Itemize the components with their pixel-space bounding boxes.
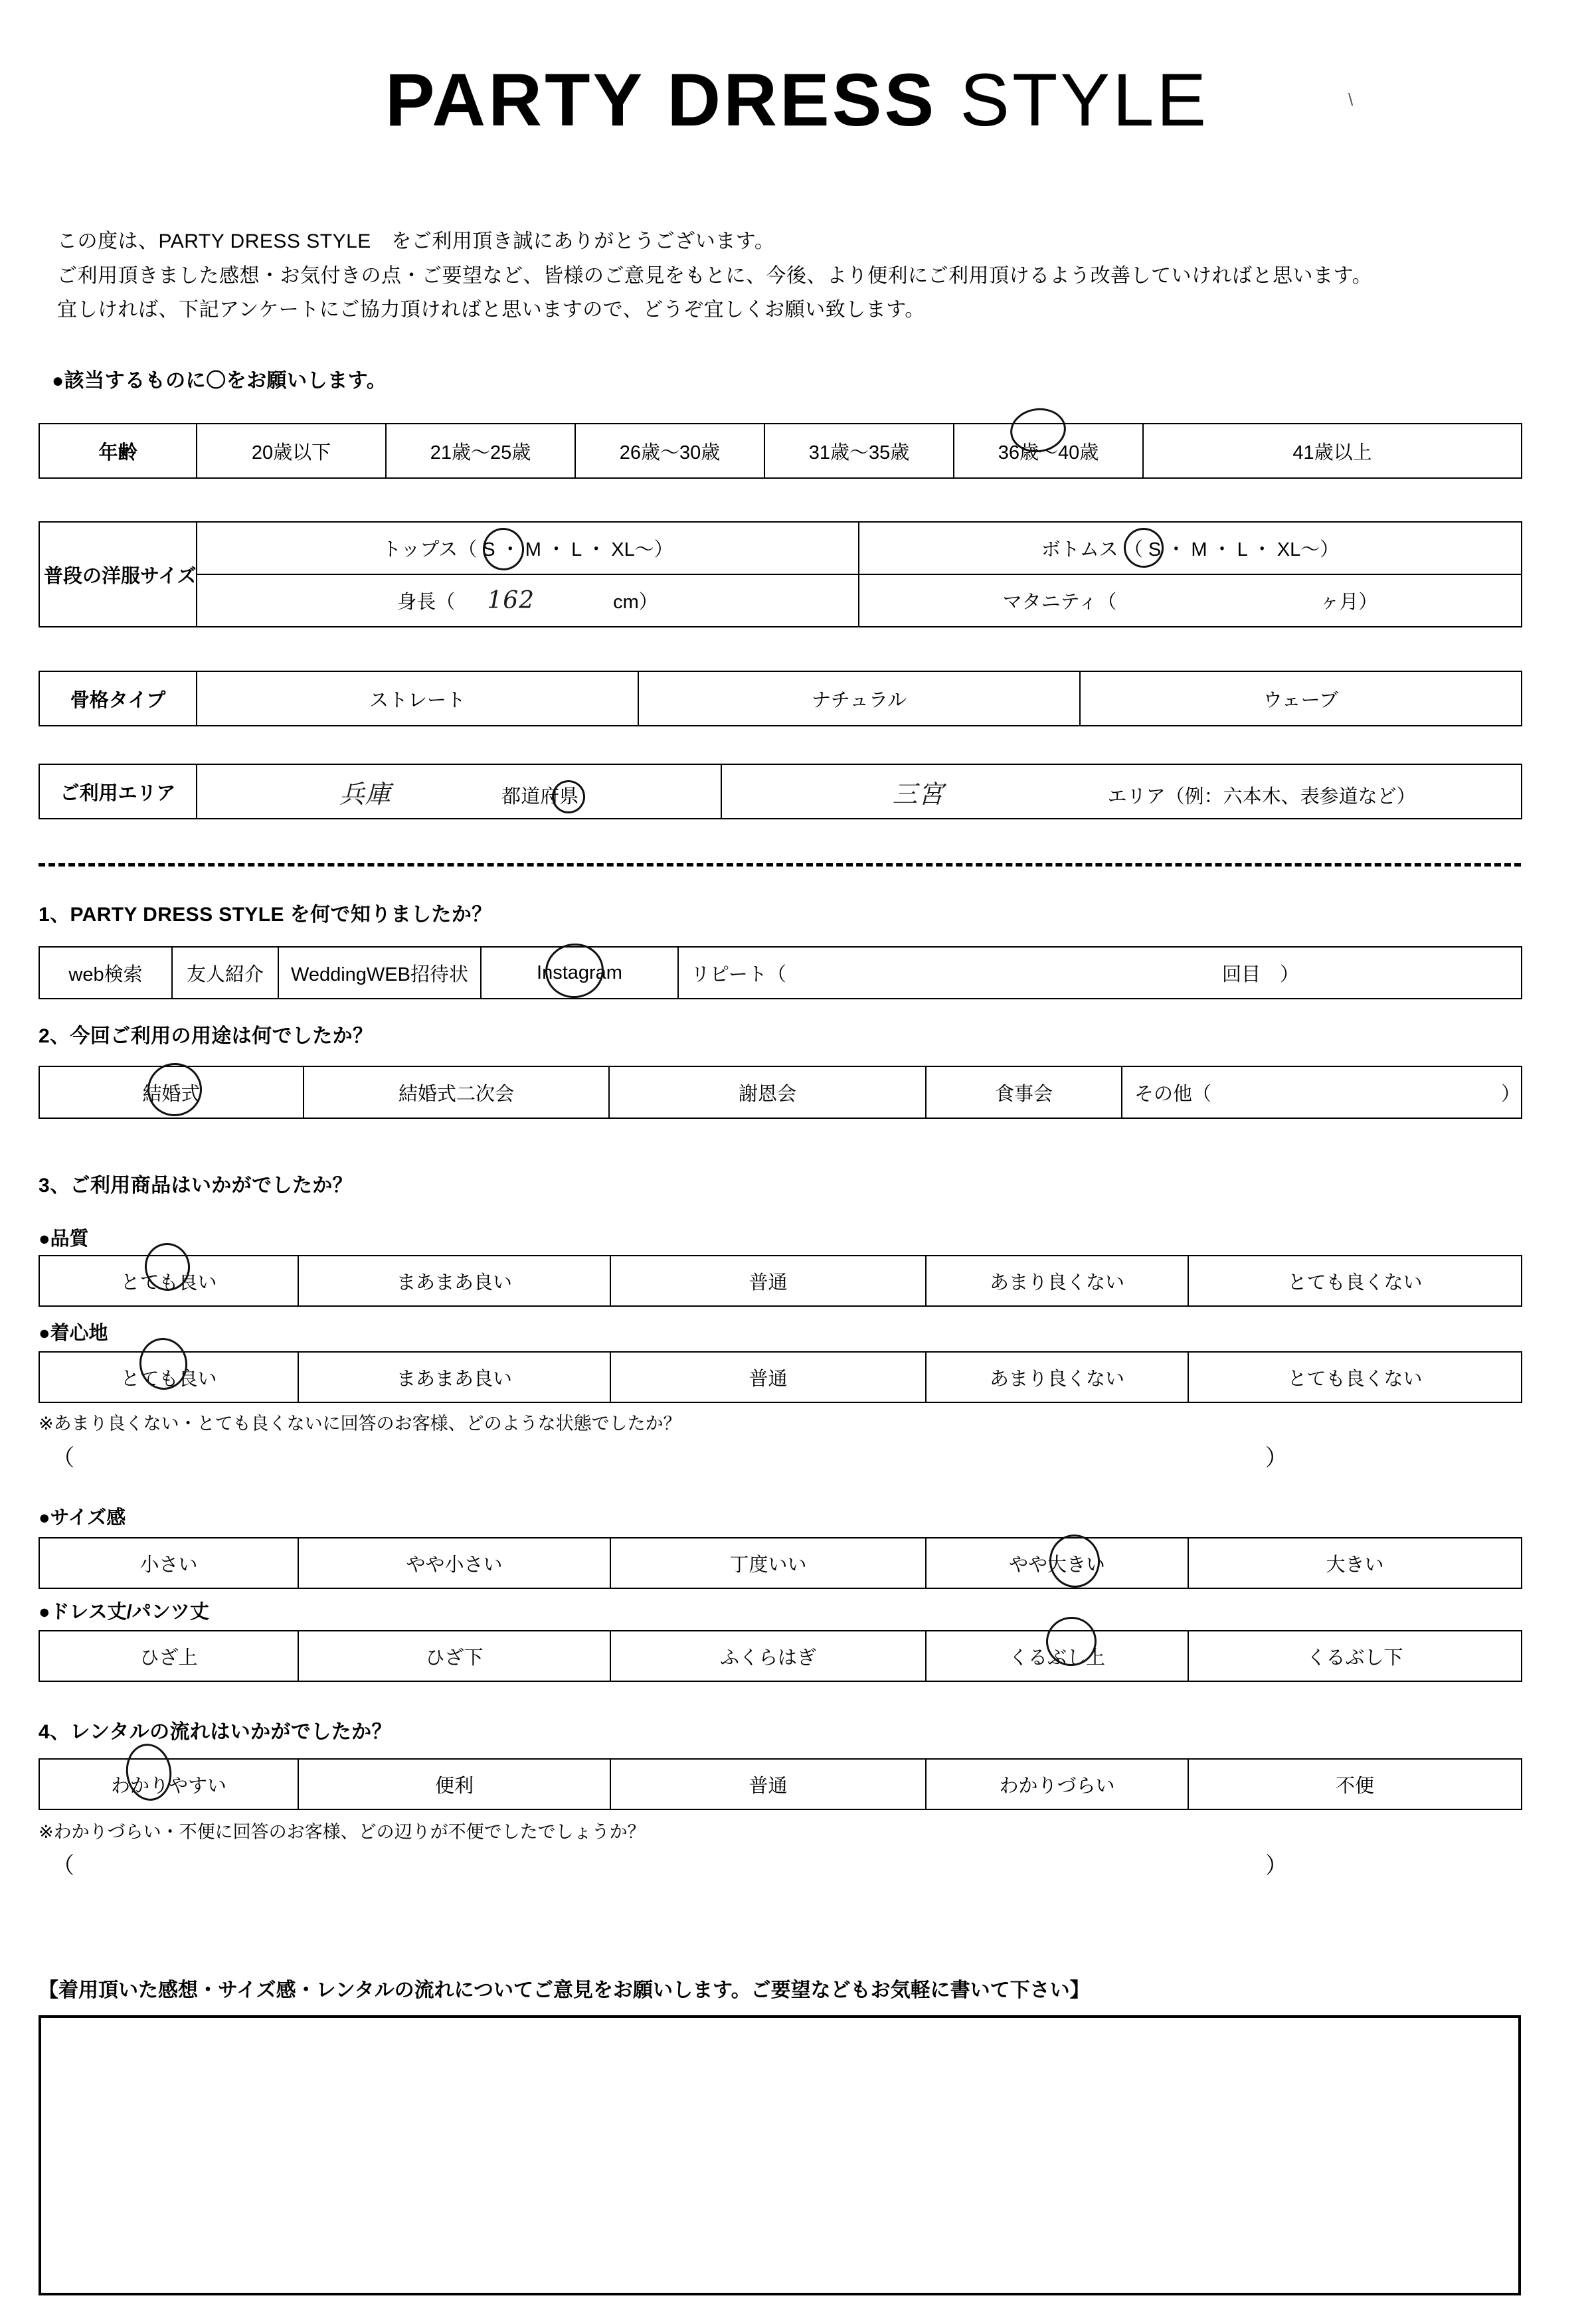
- q4-answer-open-paren: （: [52, 1853, 74, 1878]
- tops-prefix: トップス（ S ・: [382, 539, 525, 560]
- height-value: 162: [487, 587, 535, 614]
- comfort-option-1[interactable]: まあまあ良い: [298, 1352, 610, 1402]
- height-label-right: cm）: [613, 592, 658, 613]
- body-type-option-0[interactable]: ストレート: [197, 671, 638, 726]
- bottoms-suffix: ・ L ・ XL～）: [1207, 539, 1340, 560]
- q1-option-1[interactable]: 友人紹介: [172, 947, 278, 999]
- table-row: [39, 947, 1522, 999]
- question-1-heading: 1、PARTY DRESS STYLE を何で知りましたか？: [39, 904, 492, 926]
- age-option-0[interactable]: 20歳以下: [197, 424, 386, 478]
- free-comment-box[interactable]: [39, 2015, 1521, 2295]
- bottoms-prefix: ボトムス （ S ・: [1041, 539, 1192, 560]
- table-row: [39, 1256, 1522, 1306]
- prefecture-cell[interactable]: [197, 764, 721, 819]
- age-option-2[interactable]: 26歳～30歳: [575, 424, 764, 478]
- fit-option-3[interactable]: [926, 1538, 1188, 1588]
- area-value: 三宮: [892, 779, 944, 809]
- fit-option-1[interactable]: やや小さい: [298, 1538, 610, 1588]
- q4-table: [39, 1758, 1522, 1810]
- comfort-table: [39, 1351, 1522, 1403]
- age-table: [39, 423, 1522, 479]
- q4-option-3[interactable]: わかりづらい: [926, 1759, 1188, 1809]
- clothing-size-table: [39, 521, 1522, 627]
- q1-table: [39, 946, 1522, 999]
- corner-mark: \: [1348, 90, 1354, 110]
- table-row: [39, 671, 1522, 726]
- question-3-heading: 3、ご利用商品はいかがでしたか？: [39, 1175, 353, 1197]
- table-row: [39, 1538, 1522, 1588]
- table-row: [39, 1352, 1522, 1402]
- body-type-label: 骨格タイプ: [39, 671, 197, 726]
- bottoms-size-cell[interactable]: [859, 522, 1522, 574]
- q1-option-4[interactable]: [678, 947, 1522, 999]
- age-option-4-label: 36歳～40歳: [998, 442, 1099, 463]
- prefecture-value: 兵庫: [339, 779, 391, 809]
- q1-option-0[interactable]: web検索: [39, 947, 172, 999]
- age-option-4[interactable]: [954, 424, 1143, 478]
- quality-option-2[interactable]: 普通: [610, 1256, 926, 1306]
- table-row: [39, 764, 1522, 819]
- body-type-option-2[interactable]: ウェーブ: [1080, 671, 1522, 726]
- comfort-option-0[interactable]: [39, 1352, 298, 1402]
- length-option-2[interactable]: ふくらはぎ: [610, 1631, 926, 1681]
- prefecture-suffix: 都道府県: [501, 786, 579, 807]
- fit-option-3-label: やや大きい: [1008, 1554, 1105, 1576]
- prefecture-suffix-wrap: [501, 786, 578, 807]
- q4-option-2[interactable]: 普通: [610, 1759, 926, 1809]
- table-row: [39, 1631, 1522, 1681]
- length-option-3-label: くるぶし上: [1008, 1647, 1105, 1669]
- quality-option-1[interactable]: まあまあ良い: [298, 1256, 610, 1306]
- length-option-4[interactable]: くるぶし下: [1188, 1631, 1522, 1681]
- age-label: 年齢: [39, 424, 197, 478]
- page-title: [0, 58, 1594, 141]
- comfort-option-0-label: とても良い: [120, 1368, 217, 1390]
- table-row: [39, 1759, 1522, 1809]
- quality-option-0-label: とても良い: [120, 1272, 217, 1293]
- age-option-3[interactable]: 31歳～35歳: [764, 424, 954, 478]
- body-type-table: [39, 671, 1522, 726]
- brand-name-light: STYLE: [936, 58, 1209, 141]
- section-divider: [39, 863, 1521, 867]
- comfort-subheading: ●着心地: [39, 1323, 108, 1344]
- q2-option-3[interactable]: 食事会: [926, 1066, 1122, 1118]
- q4-option-0-label: わかりやすい: [110, 1775, 226, 1797]
- table-row: [39, 574, 1522, 627]
- tops-selected: M: [525, 539, 541, 560]
- area-table: [39, 764, 1522, 819]
- question-2-heading: 2、今回ご利用の用途は何でしたか？: [39, 1025, 373, 1047]
- q1-option-3-label: Instagram: [537, 961, 622, 983]
- length-option-3[interactable]: [926, 1631, 1188, 1681]
- comfort-followup-note: ※あまり良くない・とても良くないに回答のお客様、どのような状態でしたか？: [39, 1414, 681, 1434]
- fit-option-2[interactable]: 丁度いい: [610, 1538, 926, 1588]
- comfort-answer-close-paren: ）: [1265, 1446, 1288, 1471]
- maternity-cell[interactable]: [859, 574, 1522, 627]
- intro-paragraph: [57, 224, 1545, 327]
- table-row: [39, 424, 1522, 478]
- q2-option-4-label: その他（: [1134, 1083, 1212, 1105]
- comfort-answer-open-paren: （: [52, 1446, 74, 1471]
- intro-line-2: ご利用頂きました感想・お気付きの点・ご要望など、皆様のご意見をもとに、今後、より便利にご利用頂けるよう改善していければと思います。: [57, 264, 1373, 287]
- q1-repeat-suffix: 回目 ）: [1221, 963, 1299, 985]
- area-label: ご利用エリア: [39, 764, 197, 819]
- q2-option-4[interactable]: [1122, 1066, 1522, 1118]
- height-label-left: 身長（: [397, 592, 456, 613]
- maternity-label-left: マタニティ（: [1002, 592, 1117, 613]
- q4-answer-close-paren: ）: [1265, 1853, 1288, 1878]
- area-name-cell[interactable]: [721, 764, 1522, 819]
- length-option-1[interactable]: ひざ下: [298, 1631, 610, 1681]
- table-row: [39, 522, 1522, 574]
- q1-option-3[interactable]: [481, 947, 678, 999]
- length-subheading: ●ドレス丈/パンツ丈: [39, 1602, 209, 1623]
- table-row: [39, 1066, 1522, 1118]
- length-table: [39, 1630, 1522, 1682]
- comfort-option-4[interactable]: とても良くない: [1188, 1352, 1522, 1402]
- q2-table: [39, 1066, 1522, 1119]
- free-comment-heading: 【着用頂いた感想・サイズ感・レンタルの流れについてご意見をお願いします。ご要望などもお気軽に書いて下さい】: [39, 1979, 1090, 2001]
- quality-subheading: ●品質: [39, 1228, 89, 1250]
- fit-option-4[interactable]: 大きい: [1188, 1538, 1522, 1588]
- comfort-option-3[interactable]: あまり良くない: [926, 1352, 1188, 1402]
- free-comment-value: [41, 2018, 1518, 2044]
- intro-line-3: 宜しければ、下記アンケートにご協力頂ければと思いますので、どうぞ宜しくお願い致します。: [57, 299, 925, 321]
- area-hint: エリア（例：六本木、表参道など）: [1107, 786, 1416, 807]
- clothing-size-label: 普段の洋服サイズ: [39, 522, 197, 627]
- fit-table: [39, 1537, 1522, 1589]
- quality-option-3[interactable]: あまり良くない: [926, 1256, 1188, 1306]
- q2-option-0-label: 結婚式: [142, 1083, 201, 1105]
- height-cell[interactable]: [197, 574, 859, 627]
- q4-option-4[interactable]: 不便: [1188, 1759, 1522, 1809]
- q2-other-suffix: ）: [1501, 1083, 1521, 1105]
- brand-name-bold: PARTY DRESS: [385, 58, 937, 141]
- fit-option-0[interactable]: 小さい: [39, 1538, 298, 1588]
- intro-line-1: この度は、PARTY DRESS STYLE をご利用頂き誠にありがとうございます。: [57, 230, 775, 252]
- fit-subheading: ●サイズ感: [39, 1507, 126, 1529]
- quality-option-4[interactable]: とても良くない: [1188, 1256, 1522, 1306]
- length-option-0[interactable]: ひざ上: [39, 1631, 298, 1681]
- q4-followup-note: ※わかりづらい・不便に回答のお客様、どの辺りが不便でしたでしょうか？: [39, 1822, 646, 1842]
- body-type-option-1[interactable]: ナチュラル: [638, 671, 1080, 726]
- q2-option-0[interactable]: [39, 1066, 304, 1118]
- age-option-1[interactable]: 21歳～25歳: [386, 424, 575, 478]
- q2-option-2[interactable]: 謝恩会: [609, 1066, 926, 1118]
- q4-option-0[interactable]: [39, 1759, 298, 1809]
- question-4-heading: 4、レンタルの流れはいかがでしたか？: [39, 1721, 392, 1743]
- quality-option-0[interactable]: [39, 1256, 298, 1306]
- maternity-label-right: ヶ月）: [1320, 592, 1378, 613]
- tops-suffix: ・ L ・ XL～）: [541, 539, 673, 560]
- q4-option-1[interactable]: 便利: [298, 1759, 610, 1809]
- bottoms-selected: M: [1191, 539, 1207, 560]
- q1-option-2[interactable]: WeddingWEB招待状: [278, 947, 481, 999]
- q2-option-1[interactable]: 結婚式二次会: [304, 1066, 609, 1118]
- quality-table: [39, 1255, 1522, 1307]
- comfort-option-2[interactable]: 普通: [610, 1352, 926, 1402]
- circle-instruction: ●該当するものに〇をお願いします。: [52, 370, 387, 392]
- tops-size-cell[interactable]: [197, 522, 859, 574]
- age-option-5[interactable]: 41歳以上: [1143, 424, 1522, 478]
- q1-option-4-label: リピート（: [691, 963, 786, 985]
